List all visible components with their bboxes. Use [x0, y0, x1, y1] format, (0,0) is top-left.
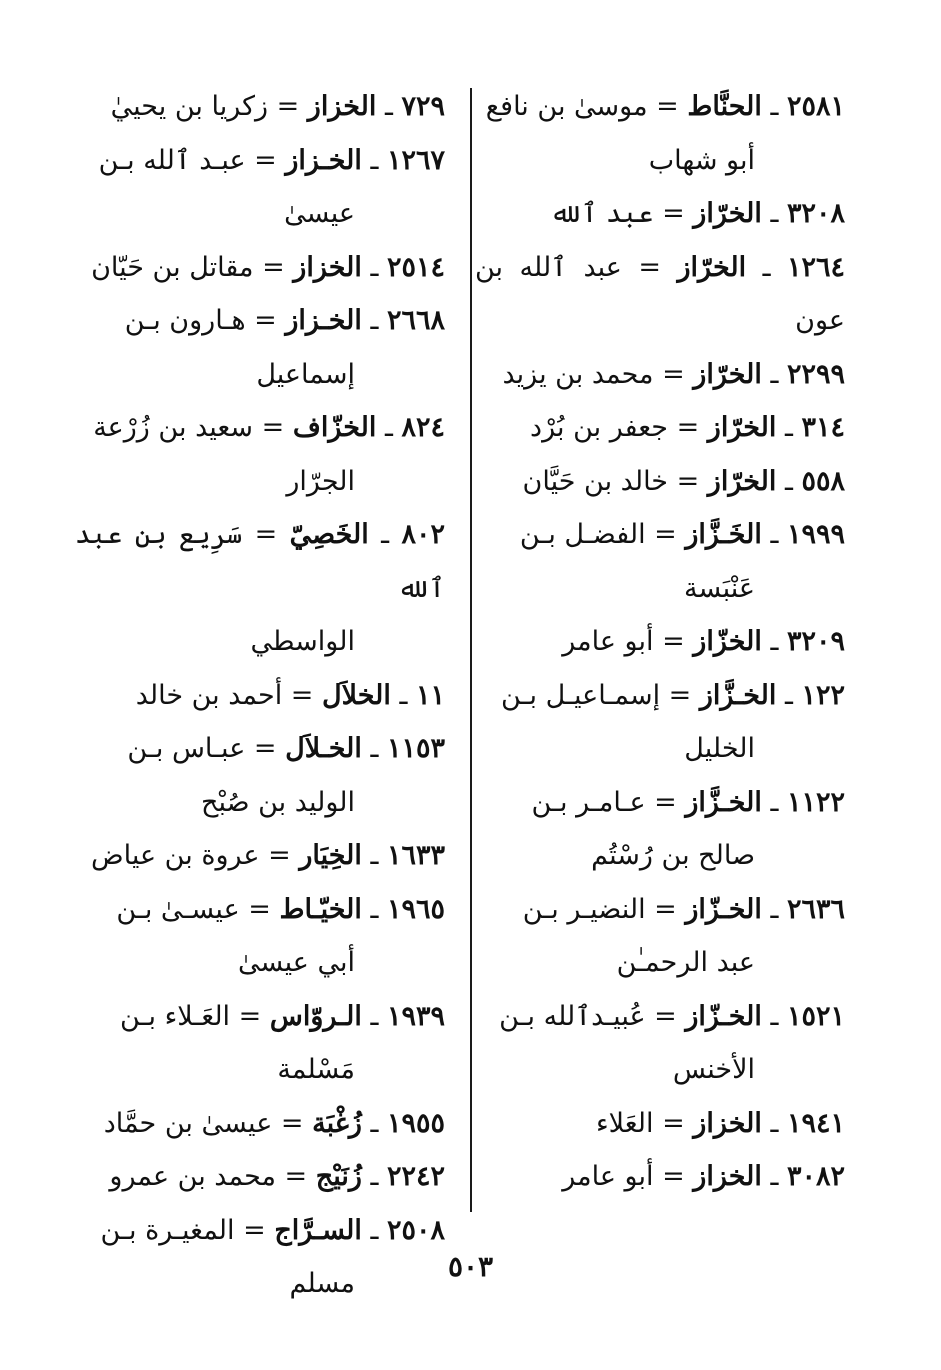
entry-number: ١٢٢: [801, 679, 845, 711]
entry-continuation: الجرّار: [286, 465, 355, 497]
entry-nisba: الخَـزَّاز: [685, 519, 762, 550]
index-entry: ١٢٢ ـ الخـزَّاز = إسمـاعيـل بـن الخليل: [475, 669, 845, 776]
entry-nisba: الخـزَّاز: [685, 786, 762, 818]
entry-person-name: خالد بن حَيَّان: [522, 465, 668, 497]
entry-continuation: إسماعيل: [256, 358, 355, 390]
entry-number: ٣١٤: [801, 412, 845, 443]
entry-nisba: زُنَيْج: [315, 1161, 362, 1192]
entry-person-name: مقاتل بن حَيّان: [91, 251, 254, 283]
entry-number: ١٦٣٣: [386, 840, 445, 871]
entry-number: ١٩٤١: [786, 1107, 845, 1139]
entry-number: ١٩٣٩: [386, 1000, 445, 1032]
entry-nisba: الـروّاس: [269, 1000, 362, 1032]
index-entry: ١٩٦٥ ـ الخيّـاط = عيسـىٰ بـن أبي عيسىٰ: [75, 883, 445, 990]
entry-person-name: إسمـاعيـل بـن: [501, 679, 661, 711]
entry-number: ٧٢٩: [401, 91, 445, 122]
index-entry: ١٦٣٣ ـ الخِيَار = عروة بن عياض: [90, 840, 445, 871]
entry-number: ١٩٦٥: [386, 893, 445, 925]
entry-continuation: أبي عيسىٰ: [238, 947, 355, 978]
index-entry: ١٩٥٥ ـ زُغْبَة = عيسىٰ بن حمَّاد: [103, 1107, 445, 1139]
entry-number: ١١٢٢: [786, 786, 845, 818]
entry-number: ٢٦٣٦: [786, 893, 845, 925]
entry-nisba: الخلاَل: [322, 679, 391, 711]
entry-person-name: عبد ٱلله: [549, 198, 654, 229]
entry-person-name: محمد بن يزيد: [502, 358, 654, 390]
entry-number: ٣٢٠٩: [786, 626, 845, 657]
entry-nisba: الخرّاز: [693, 358, 762, 390]
entry-number: ٣٠٨٢: [786, 1161, 845, 1192]
entry-number: ١١٥٣: [386, 733, 445, 764]
index-entry: ١١٢٢ ـ الخـزَّاز = عـامـر بـن صالح بن رُسْتُم: [475, 776, 845, 883]
entry-person-name: عيسـىٰ بـن: [116, 893, 240, 925]
entry-nisba: الخِيَار: [299, 840, 362, 871]
index-entry: ٥٥٨ ـ الخرّاز = خالد بن حَيَّان: [522, 465, 845, 497]
entry-number: ٢٢٤٢: [386, 1161, 445, 1192]
entry-continuation: مسلم: [289, 1268, 355, 1299]
entry-nisba: الخزّاف: [292, 412, 377, 443]
entry-continuation: الخليل: [684, 733, 755, 764]
index-entry: ١١٥٣ ـ الخـلاَل = عبـاس بـن الوليد بن صُبْح: [75, 722, 445, 829]
entry-person-name: الفضـل بـن: [519, 519, 646, 550]
entry-number: ٥٥٨: [801, 465, 845, 497]
index-entry: ٣٢٠٨ ـ الخرّاز = عبد ٱلله: [549, 198, 845, 229]
entry-person-name: سعيد بن زُرْعة: [93, 412, 254, 443]
entry-person-name: عبد ٱلله بن عون: [475, 251, 845, 336]
entry-continuation: مَسْلمة: [277, 1054, 355, 1085]
entry-person-name: عبـد ٱلله بـن: [98, 144, 246, 176]
entry-number: ٢٥٠٨: [386, 1214, 445, 1246]
page-number: ٥٠٣: [447, 1250, 494, 1283]
entry-person-name: موسىٰ بن نافع: [485, 91, 648, 122]
index-entry: ٢٥١٤ ـ الخزاز = مقاتل بن حَيّان: [91, 251, 445, 283]
entry-number: ٢٢٩٩: [786, 358, 845, 390]
entry-number: ١٥٢١: [786, 1000, 845, 1032]
entry-continuation: عبد الرحمـٰن: [616, 947, 755, 978]
entry-continuation: عَنْبَسة: [684, 572, 755, 604]
entry-nisba: الخرّاز: [707, 465, 777, 497]
index-entry: ١١ ـ الخلاَل = أحمد بن خالد: [135, 679, 445, 711]
entry-nisba: الخرّاز: [707, 412, 777, 443]
entry-number: ٢٦٦٨: [386, 305, 445, 336]
entry-person-name: سَرِيع بن عبد ٱلله: [75, 519, 445, 604]
entry-person-name: العَـلاء بـن: [120, 1000, 231, 1032]
index-entry: ١٩٤١ ـ الخزاز = العَلاء: [595, 1107, 845, 1139]
entry-continuation: عيسىٰ: [284, 198, 355, 229]
left-column: [75, 80, 445, 1311]
entry-continuation: أبو شهاب: [648, 144, 755, 176]
entry-nisba: الحنَّاط: [687, 91, 762, 122]
entry-nisba: زُغْبَة: [312, 1107, 362, 1139]
entry-nisba: الخـزّاز: [685, 893, 762, 925]
entry-person-name: عبـاس بـن: [127, 733, 246, 764]
entry-person-name: هـارون بـن: [124, 305, 246, 336]
entry-nisba: الخزاز: [693, 1107, 762, 1139]
entry-number: ٨٠٢: [401, 519, 445, 550]
entry-number: ١٢٦٧: [386, 144, 445, 176]
entry-number: ٢٥٨١: [786, 91, 845, 122]
entry-nisba: الخزّاز: [693, 626, 762, 657]
entry-person-name: عروة بن عياض: [90, 840, 260, 871]
index-entry: ٨٢٤ ـ الخزّاف = سعيد بن زُرْعة الجرّار: [75, 401, 445, 508]
entry-nisba: الخـزَّاز: [699, 679, 777, 711]
entry-number: ١٩٥٥: [386, 1107, 445, 1139]
entry-number: ٢٥١٤: [386, 251, 445, 283]
index-entry: ٢٢٩٩ ـ الخرّاز = محمد بن يزيد: [502, 358, 845, 390]
entry-person-name: النضيـر بـن: [522, 893, 646, 925]
entry-nisba: الخـزاز: [285, 144, 362, 176]
entry-number: ١١: [415, 679, 445, 711]
entry-number: ١٩٩٩: [786, 519, 845, 550]
entry-nisba: الخـزّاز: [685, 1000, 762, 1032]
entry-nisba: الخرّاز: [693, 198, 762, 229]
entry-person-name: أبو عامر: [562, 626, 654, 657]
entry-person-name: زكريا بن يحييٰ: [110, 91, 268, 122]
index-entry: ٧٢٩ ـ الخزاز = زكريا بن يحييٰ: [110, 91, 445, 122]
entry-continuation: صالح بن رُسْتُم: [591, 840, 755, 871]
index-entry: ١٩٣٩ ـ الـروّاس = العَـلاء بـن مَسْلمة: [75, 990, 445, 1097]
entry-person-name: العَلاء: [595, 1107, 654, 1139]
index-entry: ٨٠٢ ـ الخَصِيّ = سَرِيع بن عبد ٱلله الواسطي: [75, 508, 445, 669]
entry-nisba: الخرّاز: [677, 251, 747, 283]
index-entry: ٢٥٨١ ـ الحنَّاط = موسىٰ بن نافع أبو شهاب: [475, 80, 845, 187]
entry-nisba: الخزاز: [693, 1161, 762, 1192]
index-entry: ٢٦٣٦ ـ الخـزّاز = النضيـر بـن عبد الرحمـٰن: [475, 883, 845, 990]
entry-person-name: محمد بن عمرو: [109, 1161, 276, 1192]
right-column: [475, 80, 845, 1204]
entry-continuation: الأخنس: [672, 1054, 755, 1085]
entry-person-name: المغيـرة بـن: [100, 1214, 235, 1246]
entry-nisba: الخـزاز: [285, 305, 362, 336]
entry-number: ١٢٦٤: [787, 251, 846, 283]
entry-continuation: الواسطي: [250, 626, 355, 657]
entry-person-name: عـامـر بـن: [531, 786, 646, 818]
index-entry: ٣٠٨٢ ـ الخزاز = أبو عامر: [562, 1161, 845, 1192]
entry-continuation: الوليد بن صُبْح: [201, 786, 355, 818]
entry-person-name: أحمد بن خالد: [135, 679, 283, 711]
index-entry: ١٩٩٩ ـ الخَـزَّاز = الفضـل بـن عَنْبَسة: [475, 508, 845, 615]
entry-person-name: عُبيـدٱلله بـن: [499, 1000, 646, 1032]
entry-nisba: الخزاز: [293, 251, 362, 283]
entry-number: ٨٢٤: [401, 412, 445, 443]
entry-nisba: الخزاز: [307, 91, 377, 122]
index-entry: ٢٦٦٨ ـ الخـزاز = هـارون بـن إسماعيل: [75, 294, 445, 401]
index-entry: ٣١٤ ـ الخرّاز = جعفر بن بُرْد: [530, 412, 845, 443]
column-divider: [470, 88, 472, 1212]
entry-nisba: الخيّـاط: [279, 893, 362, 925]
index-entry: ١٥٢١ ـ الخـزّاز = عُبيـدٱلله بـن الأخنس: [475, 990, 845, 1097]
index-entry: ١٢٦٧ ـ الخـزاز = عبـد ٱلله بـن عيسىٰ: [75, 134, 445, 241]
entry-nisba: الخَصِيّ: [289, 519, 369, 550]
entry-number: ٣٢٠٨: [786, 198, 845, 229]
index-entry: ٢٥٠٨ ـ السـرَّاج = المغيـرة بـن مسلم: [75, 1204, 445, 1311]
index-entry: ٢٢٤٢ ـ زُنَيْج = محمد بن عمرو: [109, 1161, 445, 1192]
entry-nisba: السـرَّاج: [274, 1214, 362, 1246]
entry-nisba: الخـلاَل: [285, 733, 362, 764]
index-entry: ١٢٦٤ ـ الخرّاز = عبد ٱلله بن عون: [475, 251, 846, 336]
entry-person-name: أبو عامر: [562, 1161, 654, 1192]
entry-person-name: عيسىٰ بن حمَّاد: [103, 1107, 273, 1139]
entry-person-name: جعفر بن بُرْد: [530, 412, 668, 443]
index-entry: ٣٢٠٩ ـ الخزّاز = أبو عامر: [562, 626, 845, 657]
